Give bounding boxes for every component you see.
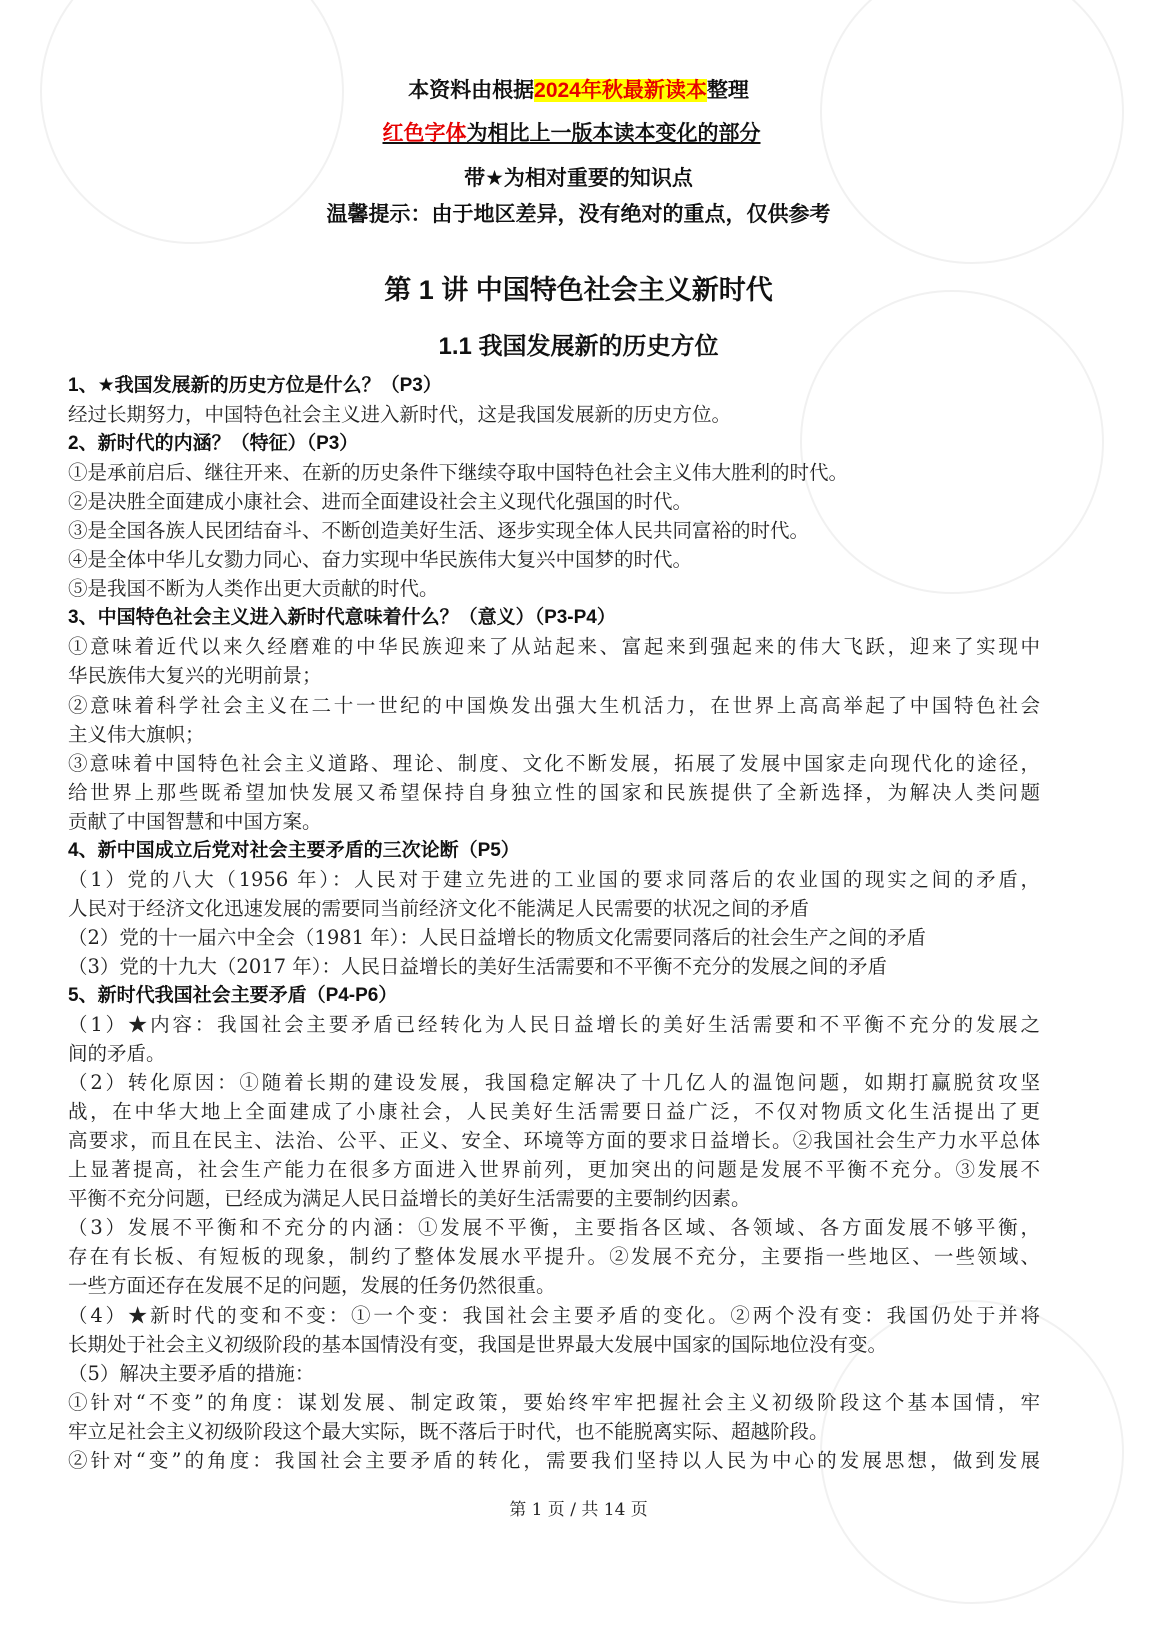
- text-line: （2）转化原因：①随着长期的建设发展，我国稳定解决了十几亿人的温饱问题，如期打赢脱贫攻坚: [68, 1071, 1040, 1095]
- paragraph: [68, 516, 1040, 545]
- text-line: 给世界上那些既希望加快发展又希望保持自身独立性的国家和民族提供了全新选择，为解决人类问题: [68, 780, 1040, 804]
- text-line: （2）党的十一届六中全会（1981 年）：人民日益增长的物质文化需要同落后的社会生产之间的矛盾: [68, 925, 926, 949]
- text-line: （4）★新时代的变和不变：①一个变：我国社会主要矛盾的变化。②两个没有变：我国仍处于并将: [68, 1303, 1040, 1327]
- paragraph: [68, 1388, 1040, 1446]
- page-footer: 第 1 页 / 共 14 页: [509, 1500, 648, 1520]
- text-line: 存在有长板、有短板的现象，制约了整体发展水平提升。②发展不充分，主要指一些地区、一些领域、: [68, 1245, 1040, 1269]
- text-line: 主义伟大旗帜；: [68, 722, 205, 746]
- section-title: 1.1 我国发展新的历史方位: [438, 333, 719, 360]
- header-text: 为相比上一版本读本变化的部分: [466, 122, 761, 145]
- red-font-note: 红色字体: [382, 122, 467, 145]
- text-line: （5）解决主要矛盾的措施：: [68, 1361, 315, 1385]
- text-line: ①是承前启后、继往开来、在新的历史条件下继续夺取中国特色社会主义伟大胜利的时代。: [68, 461, 849, 485]
- text-line: ③是全国各族人民团结奋斗、不断创造美好生活、逐步实现全体人民共同富裕的时代。: [68, 519, 810, 543]
- paragraph: [68, 1213, 1040, 1300]
- text-line: ①意味着近代以来久经磨难的中华民族迎来了从站起来、富起来到强起来的伟大飞跃，迎来了实现中: [68, 635, 1040, 659]
- text-line: （3）党的十九大（2017 年）：人民日益增长的美好生活需要和不平衡不充分的发展之间的矛盾: [68, 954, 887, 978]
- text-line: ③意味着中国特色社会主义道路、理论、制度、文化不断发展，拓展了发展中国家走向现代化的途径，: [68, 751, 1040, 775]
- text-line: 人民对于经济文化迅速发展的需要同当前经济文化不能满足人民需要的状况之间的矛盾: [68, 896, 810, 920]
- text-line: ②意味着科学社会主义在二十一世纪的中国焕发出强大生机活力，在世界上高高举起了中国特色社会: [68, 693, 1040, 717]
- paragraph: [68, 1301, 1040, 1359]
- paragraph: [68, 545, 1040, 574]
- paragraph: [68, 691, 1040, 749]
- text-line: 平衡不充分问题，已经成为满足人民日益增长的美好生活需要的主要制约因素。: [68, 1187, 751, 1211]
- text-line: 贡献了中国智慧和中国方案。: [68, 809, 322, 833]
- paragraph: [68, 1359, 1040, 1388]
- paragraph: [68, 1446, 1040, 1475]
- text-line: 华民族伟大复兴的光明前景；: [68, 664, 322, 688]
- question-heading: [68, 836, 1040, 865]
- header-line-3: 带★为相对重要的知识点: [464, 167, 693, 190]
- question-heading: [68, 981, 1040, 1010]
- text-line: 4、新中国成立后党对社会主要矛盾的三次论断（P5）: [68, 839, 520, 861]
- text-line: 间的矛盾。: [68, 1042, 166, 1066]
- chapter-title: 第 1 讲 中国特色社会主义新时代: [384, 275, 773, 305]
- header-text: 本资料由根据: [408, 79, 535, 102]
- text-line: （1）党的八大（1956 年）：人民对于建立先进的工业国的要求同落后的农业国的现实之间的矛盾，: [68, 867, 1040, 891]
- text-line: 5、新时代我国社会主要矛盾（P4-P6）: [68, 984, 398, 1006]
- text-line: 牢立足社会主义初级阶段这个最大实际，既不落后于时代，也不能脱离实际、超越阶段。: [68, 1419, 829, 1443]
- text-line: 一些方面还存在发展不足的问题，发展的任务仍然很重。: [68, 1274, 556, 1298]
- paragraph: [68, 749, 1040, 836]
- text-line: 2、新时代的内涵？（特征）（P3）: [68, 433, 359, 455]
- paragraph: [68, 487, 1040, 516]
- question-heading: [68, 429, 1040, 458]
- text-line: ①针对“不变”的角度：谋划发展、制定政策，要始终牢牢把握社会主义初级阶段这个基本国情，牢: [68, 1390, 1040, 1414]
- text-line: （1）★内容：我国社会主要矛盾已经转化为人民日益增长的美好生活需要和不平衡不充分的发展之: [68, 1013, 1040, 1037]
- header-line-4: 温馨提示：由于地区差异，没有绝对的重点，仅供参考: [326, 203, 831, 226]
- text-line: ②针对“变”的角度：我国社会主要矛盾的转化，需要我们坚持以人民为中心的发展思想，做到发展: [68, 1448, 1040, 1472]
- text-line: ④是全体中华儿女勠力同心、奋力实现中华民族伟大复兴中国梦的时代。: [68, 548, 693, 572]
- text-line: 3、中国特色社会主义进入新时代意味着什么？（意义）（P3-P4）: [68, 607, 616, 629]
- text-line: ②是决胜全面建成小康社会、进而全面建设社会主义现代化强国的时代。: [68, 490, 693, 514]
- header-line-2: [0, 117, 1157, 147]
- paragraph: [68, 865, 1040, 923]
- text-line: 1、★我国发展新的历史方位是什么？（P3）: [68, 375, 442, 396]
- paragraph: [68, 923, 1040, 952]
- header-text: 整理: [706, 79, 749, 102]
- paragraph: [68, 574, 1040, 603]
- text-line: 长期处于社会主义初级阶段的基本国情没有变，我国是世界最大发展中国家的国际地位没有变。: [68, 1332, 888, 1356]
- text-line: 高要求，而且在民主、法治、公平、正义、安全、环境等方面的要求日益增长。②我国社会生产力水平总体: [68, 1129, 1040, 1153]
- text-line: ⑤是我国不断为人类作出更大贡献的时代。: [68, 577, 439, 601]
- text-line: 经过长期努力，中国特色社会主义进入新时代，这是我国发展新的历史方位。: [68, 403, 732, 427]
- highlighted-edition: 2024年秋最新读本: [534, 79, 707, 102]
- text-line: 战，在中华大地上全面建成了小康社会，人民美好生活需要日益广泛，不仅对物质文化生活提出了更: [68, 1100, 1040, 1124]
- text-line: 上显著提高，社会生产能力在很多方面进入世界前列，更加突出的问题是发展不平衡不充分。③发展不: [68, 1158, 1040, 1182]
- paragraph: [68, 1068, 1040, 1213]
- document-body: [68, 371, 1040, 1475]
- text-line: （3）发展不平衡和不充分的内涵：①发展不平衡，主要指各区域、各领域、各方面发展不够平衡，: [68, 1216, 1040, 1240]
- paragraph: [68, 952, 1040, 981]
- question-heading: [68, 371, 1040, 400]
- paragraph: [68, 1010, 1040, 1068]
- paragraph: [68, 458, 1040, 487]
- header-line-1: [0, 74, 1157, 104]
- paragraph: [68, 400, 1040, 429]
- paragraph: [68, 632, 1040, 690]
- question-heading: [68, 603, 1040, 632]
